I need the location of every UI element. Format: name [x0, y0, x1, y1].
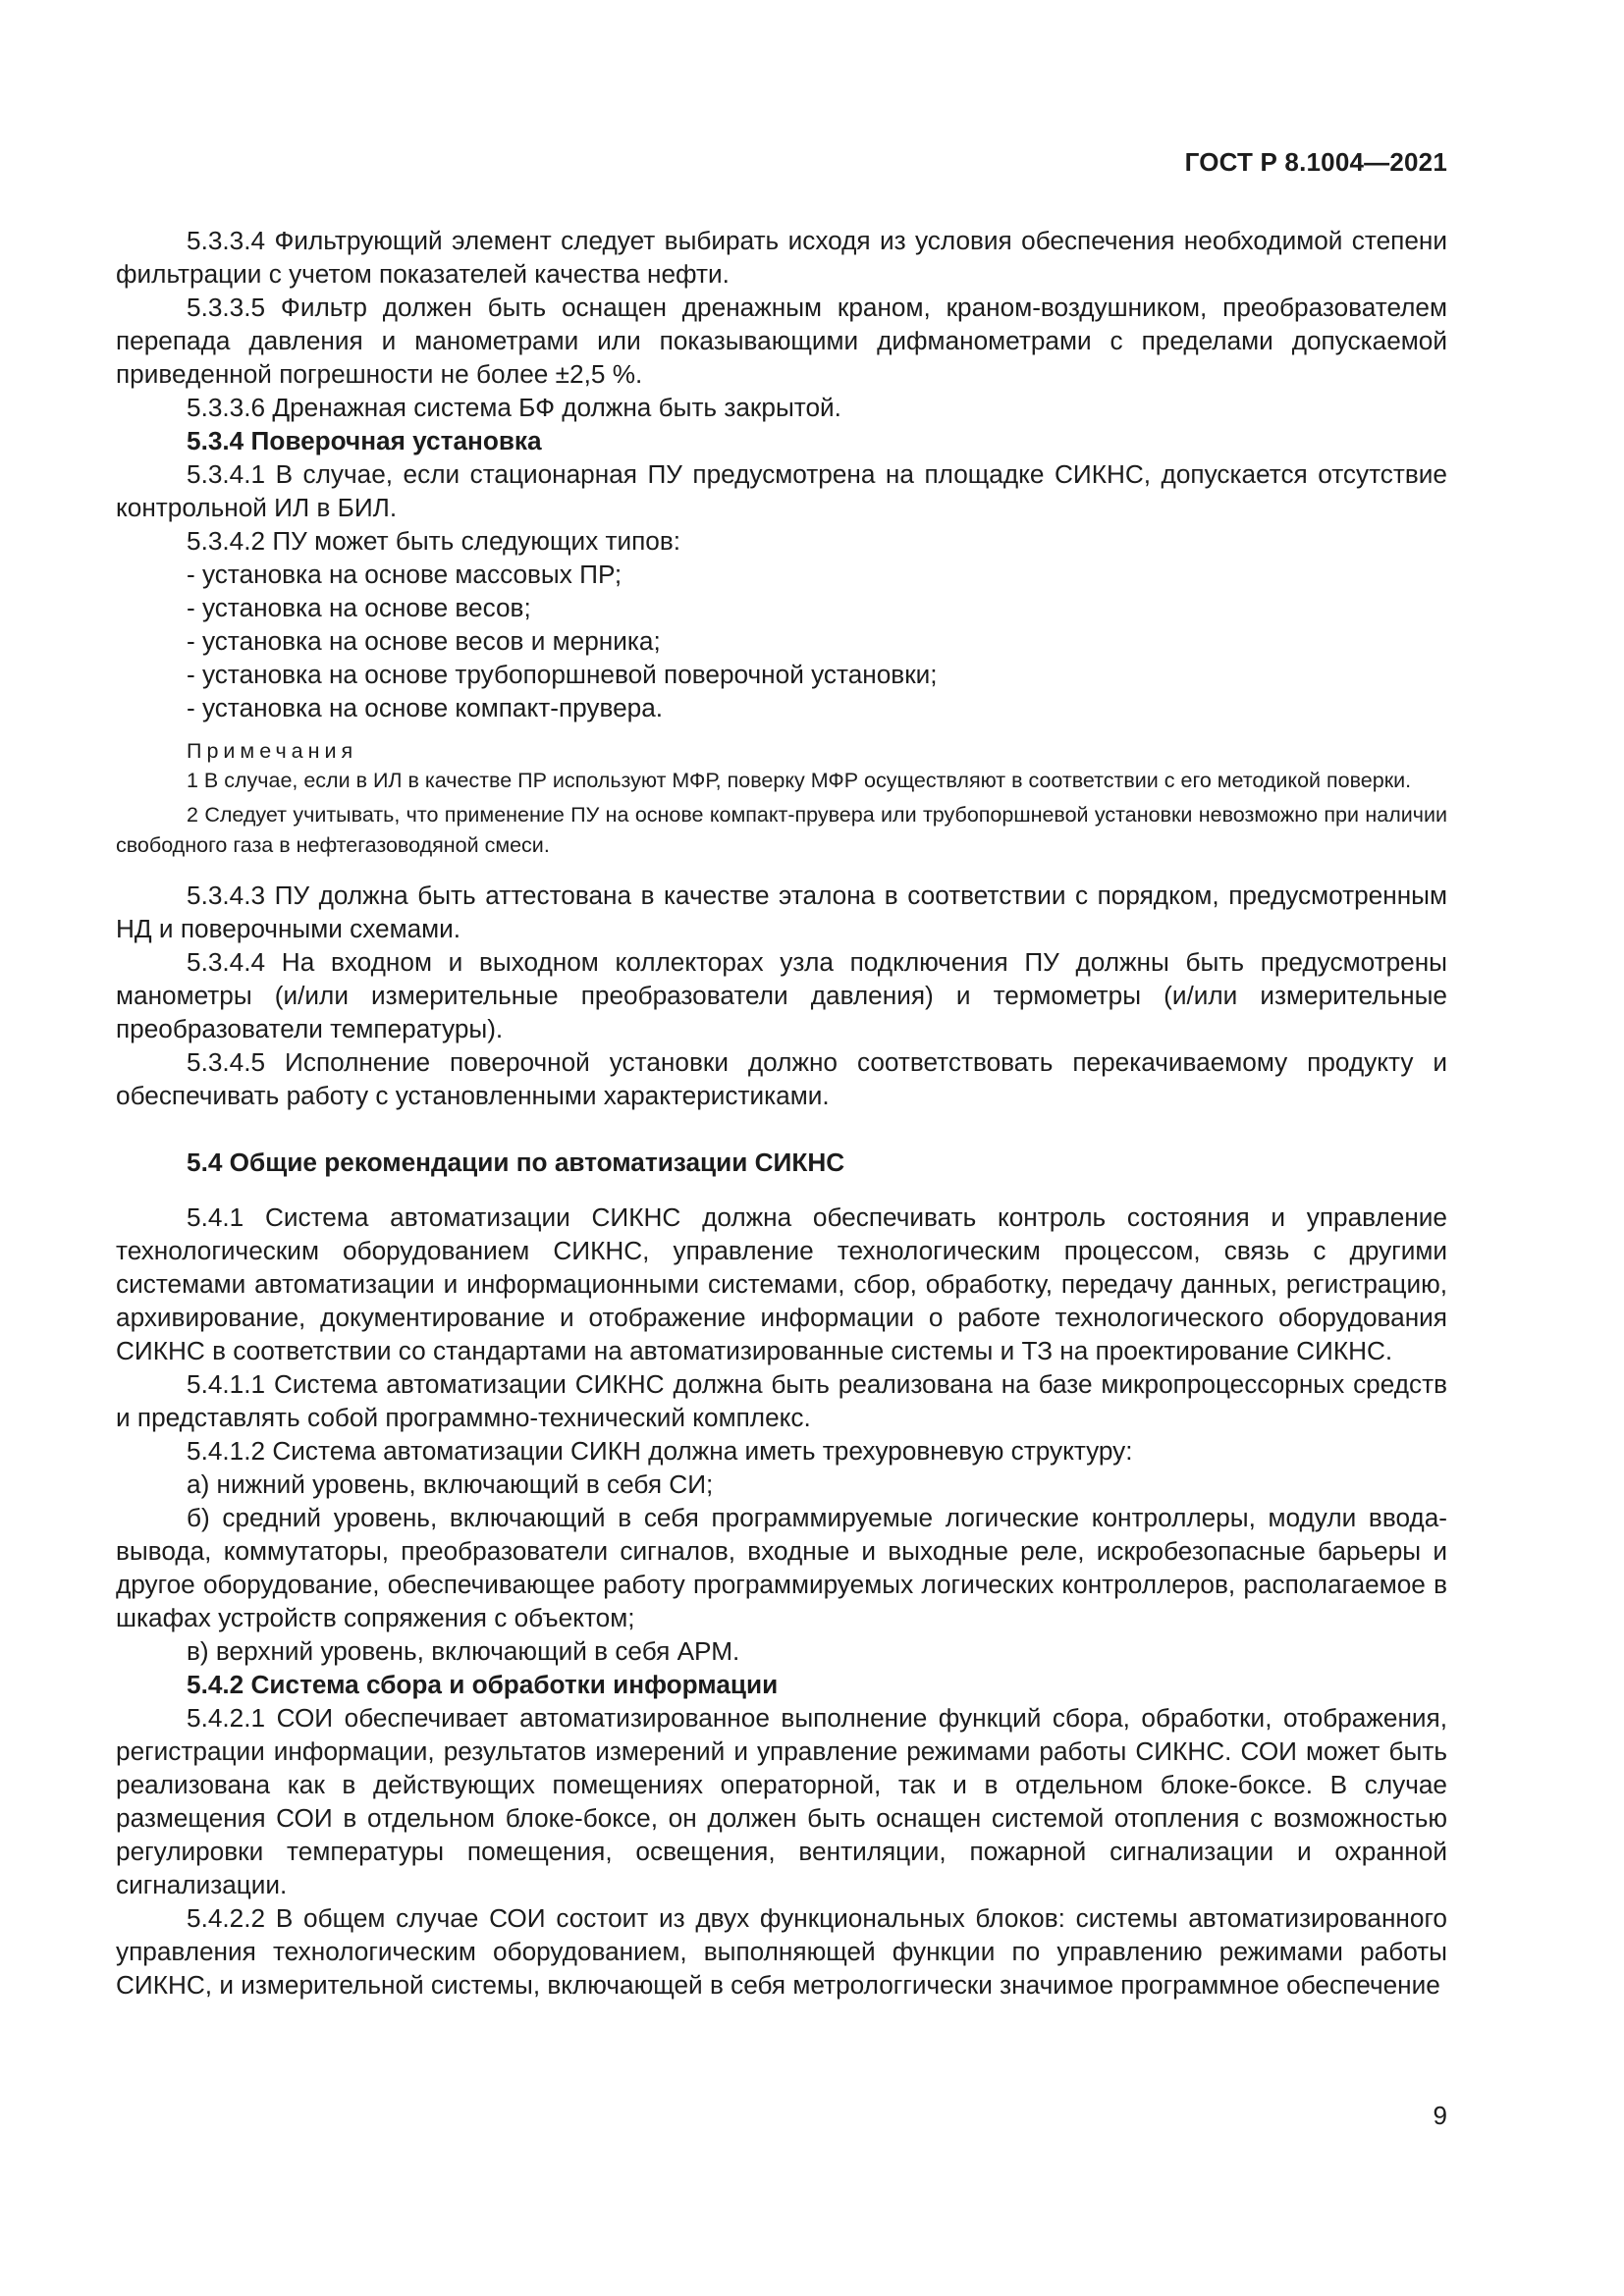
document-id-header: ГОСТ Р 8.1004—2021: [1184, 147, 1447, 177]
paragraph-5-4-1: 5.4.1 Система автоматизации СИКНС должна обеспечивать контроль состояния и управление технологическим оборудованием СИКНС, управление технологическим процессом, связь с другими системами автоматизации и информационными системами, сбор, обработку, передачу данных, регистрацию, архивирование, документирование и отображение информации о работе технологического оборудования СИКНС в соответствии со стандартами на автоматизированные системы и ТЗ на проектирование СИКНС.: [116, 1202, 1447, 1365]
level-a: а) нижний уровень, включающий в себя СИ;: [187, 1469, 714, 1499]
level-c: в) верхний уровень, включающий в себя АРМ.: [187, 1636, 740, 1666]
note-1: 1 В случае, если в ИЛ в качестве ПР используют МФР, поверку МФР осуществляют в соответствии с его методикой поверки.: [187, 769, 1412, 792]
paragraph-5-4-1-1: 5.4.1.1 Система автоматизации СИКНС должна быть реализована на базе микропроцессорных средств и представлять собой программно-технический комплекс.: [116, 1369, 1447, 1432]
list-item: - установка на основе трубопоршневой поверочной установки;: [187, 660, 938, 689]
paragraph-5-3-3-4: 5.3.3.4 Фильтрующий элемент следует выбирать исходя из условия обеспечения необходимой степени фильтрации с учетом показателей качества нефти.: [116, 226, 1447, 289]
list-item: - установка на основе весов и мерника;: [187, 626, 661, 656]
paragraph-5-3-3-6: 5.3.3.6 Дренажная система БФ должна быть закрытой.: [187, 393, 841, 422]
document-body: [116, 224, 1447, 2002]
paragraph-5-4-2-2: 5.4.2.2 В общем случае СОИ состоит из двух функциональных блоков: системы автоматизированного управления технологическим оборудованием, выполняющей функции по управлению режимами работы СИКНС, и измерительной системы, включающей в себя метрологгически значимое программное обеспечение: [116, 1903, 1447, 2000]
heading-5-4: 5.4 Общие рекомендации по автоматизации СИКНС: [187, 1148, 845, 1177]
list-item: - установка на основе весов;: [187, 593, 531, 622]
paragraph-5-3-4-3: 5.3.4.3 ПУ должна быть аттестована в качестве эталона в соответствии с порядком, предусмотренным НД и поверочными схемами.: [116, 881, 1447, 943]
notes-title: Примечания: [187, 739, 358, 763]
paragraph-5-3-4-1: 5.3.4.1 В случае, если стационарная ПУ предусмотрена на площадке СИКНС, допускается отсутствие контрольной ИЛ в БИЛ.: [116, 459, 1447, 522]
page-number: 9: [1433, 2101, 1447, 2130]
heading-5-4-2: 5.4.2 Система сбора и обработки информации: [187, 1670, 779, 1699]
note-2: 2 Следует учитывать, что применение ПУ на основе компакт-прувера или трубопоршневой установки невозможно при наличии свободного газа в нефтегазоводяной смеси.: [116, 803, 1447, 857]
paragraph-5-3-4-4: 5.3.4.4 На входном и выходном коллекторах узла подключения ПУ должны быть предусмотрены манометры (и/или измерительные преобразователи давления) и термометры (и/или измерительные преобразователи температуры).: [116, 947, 1447, 1043]
paragraph-5-4-1-2: 5.4.1.2 Система автоматизации СИКН должна иметь трехуровневую структуру:: [187, 1436, 1133, 1466]
heading-5-3-4: 5.3.4 Поверочная установка: [187, 426, 542, 455]
paragraph-5-3-4-2: 5.3.4.2 ПУ может быть следующих типов:: [187, 526, 681, 556]
level-b: б) средний уровень, включающий в себя программируемые логические контроллеры, модули ввода-вывода, коммутаторы, преобразователи сигналов, входные и выходные реле, искробезопасные барьеры и другое оборудование, обеспечивающее работу программируемых логических контроллеров, располагаемое в шкафах устройств сопряжения с объектом;: [116, 1503, 1447, 1632]
paragraph-5-4-2-1: 5.4.2.1 СОИ обеспечивает автоматизированное выполнение функций сбора, обработки, отображения, регистрации информации, результатов измерений и управление режимами работы СИКНС. СОИ может быть реализована как в действующих помещениях операторной, так и в отдельном блоке-боксе. В случае размещения СОИ в отдельном блоке-боксе, он должен быть оснащен системой отопления с возможностью регулировки температуры помещения, освещения, вентиляции, пожарной сигнализации и охранной сигнализации.: [116, 1703, 1447, 1899]
paragraph-5-3-4-5: 5.3.4.5 Исполнение поверочной установки должно соответствовать перекачиваемому продукту и обеспечивать работу с установленными характеристиками.: [116, 1047, 1447, 1110]
paragraph-5-3-3-5: 5.3.3.5 Фильтр должен быть оснащен дренажным краном, краном-воздушником, преобразователем перепада давления и манометрами или показывающими дифманометрами с пределами допускаемой приведенной погрешности не более ±2,5 %.: [116, 293, 1447, 389]
list-item: - установка на основе массовых ПР;: [187, 560, 623, 589]
list-item: - установка на основе компакт-прувера.: [187, 693, 664, 722]
